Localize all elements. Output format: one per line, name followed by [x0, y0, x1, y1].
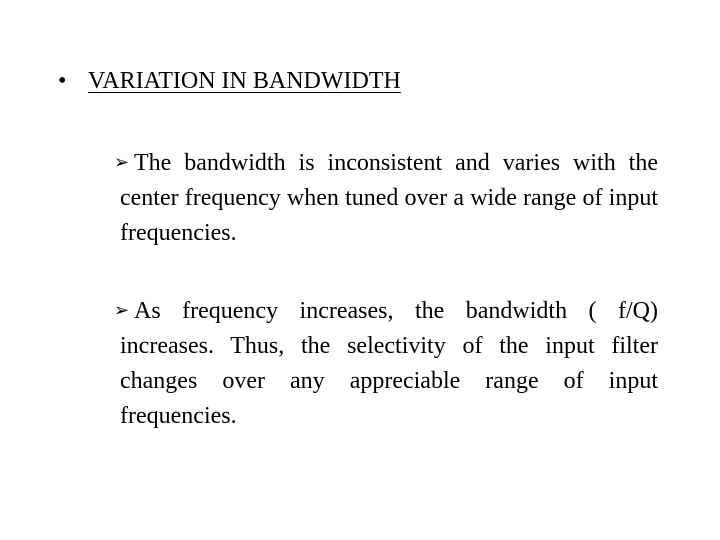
arrow-bullet-icon: ➢ [114, 152, 130, 173]
bullet-point-text: The bandwidth is inconsistent and varies with the center frequency when tuned over a wide range of input frequencies. [120, 150, 658, 246]
bullet-point-1 [114, 145, 658, 251]
arrow-bullet-icon: ➢ [114, 300, 130, 321]
bullet-point-2 [114, 293, 658, 434]
slide-heading [58, 66, 401, 96]
bullet-point-text: As frequency increases, the bandwidth ( f/Q) increases. Thus, the selectivity of the input filter changes over any appreciable range of input frequencies. [120, 298, 658, 429]
bullet-icon: • [58, 68, 67, 94]
heading-title: VARIATION IN BANDWIDTH [88, 68, 401, 94]
